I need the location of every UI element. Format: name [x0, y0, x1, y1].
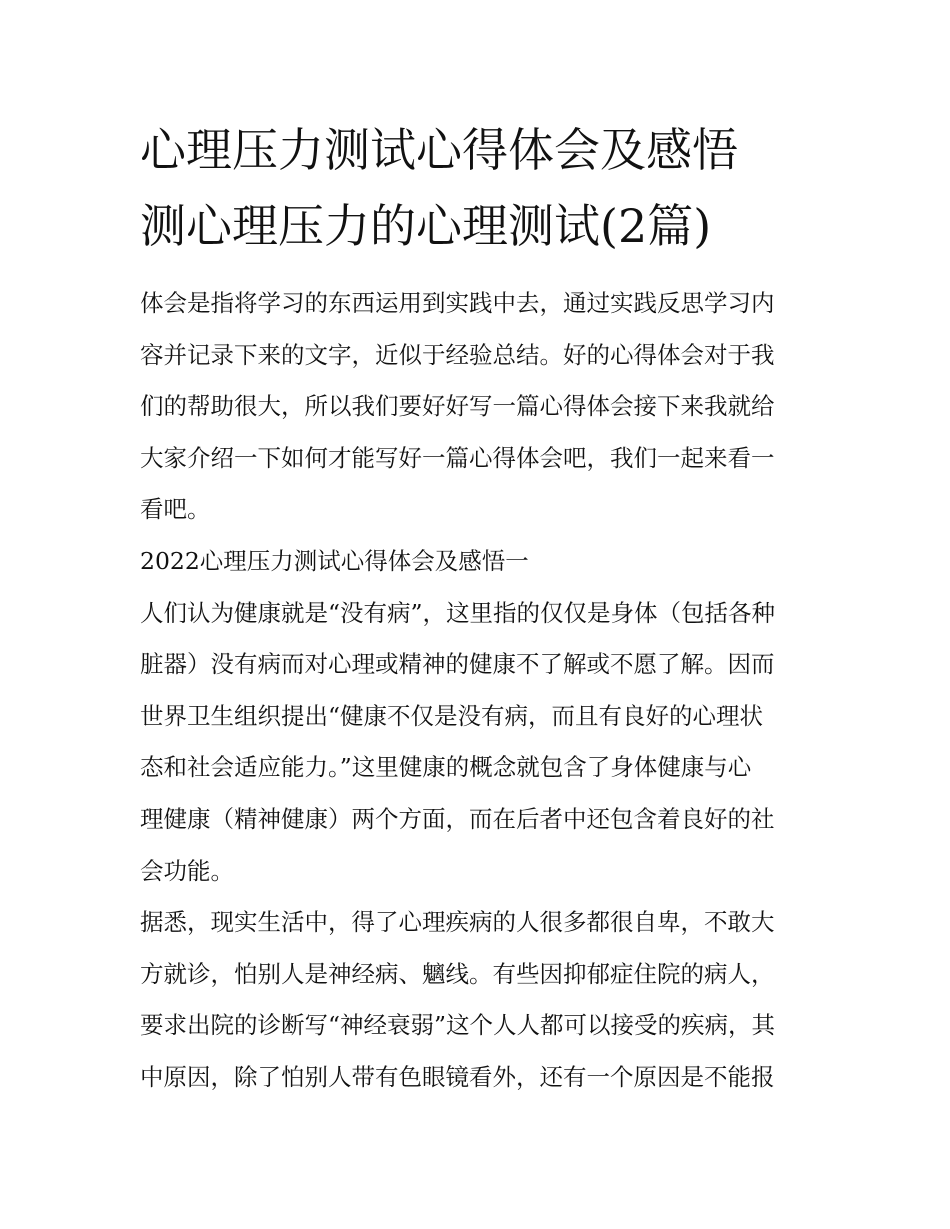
text-line: 世界卫生组织提出“健康不仅是没有病，而且有良好的心理状	[140, 701, 764, 730]
section-heading	[140, 536, 820, 588]
document-body	[140, 278, 820, 1104]
text-line: 体会是指将学习的东西运用到实践中去，通过实践反思学习内	[140, 289, 775, 317]
text-line: 态和社会适应能力。”这里健康的概念就包含了身体健康与心	[140, 753, 752, 782]
text-line: 理健康（精神健康）两个方面，而在后者中还包含着良好的社	[140, 804, 775, 833]
text-line: 人们认为健康就是“没有病”，这里指的仅仅是身体（包括各种	[140, 598, 776, 627]
text-line: 脏器）没有病而对心理或精神的健康不了解或不愿了解。因而	[140, 650, 775, 679]
text-line: 方就诊，怕别人是神经病、魑线。有些因抑郁症住院的病人，	[140, 959, 775, 988]
body-paragraph	[140, 588, 820, 898]
text-line: 容并记录下来的文字，近似于经验总结。好的心得体会对于我	[140, 340, 775, 369]
text-line: 们的帮助很大，所以我们要好好写一篇心得体会接下来我就给	[140, 392, 775, 421]
document-title	[140, 112, 840, 264]
body-paragraph	[140, 897, 820, 1103]
title-line-2: 测心理压力的心理测试(2篇)	[140, 199, 712, 253]
title-line-1: 心理压力测试心得体会及感悟	[140, 123, 738, 177]
text-line: 要求出院的诊断写“神经衰弱”这个人人都可以接受的疾病，其	[140, 1011, 776, 1040]
text-line: 中原因，除了怕别人带有色眼镜看外，还有一个原因是不能报	[140, 1062, 775, 1091]
text-line: 看吧。	[140, 495, 211, 524]
text-line: 会功能。	[140, 856, 234, 885]
text-line: 2022心理压力测试心得体会及感悟一	[140, 546, 529, 575]
text-line: 大家介绍一下如何才能写好一篇心得体会吧，我们一起来看一	[140, 443, 775, 472]
text-line: 据悉，现实生活中，得了心理疾病的人很多都很自卑，不敢大	[140, 908, 775, 937]
intro-paragraph	[140, 278, 820, 536]
